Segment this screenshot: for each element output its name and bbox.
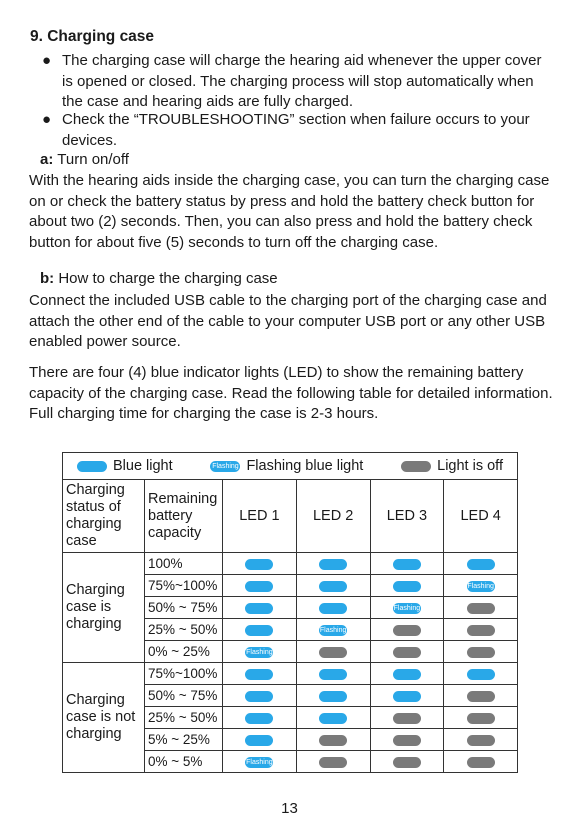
led-on-icon [245,713,273,724]
led-on-icon [245,603,273,614]
legend-row [63,453,518,480]
led-off-icon [393,625,421,636]
led-cell [444,751,518,773]
led-on-icon [245,625,273,636]
led-cell [444,641,518,663]
led-off-icon [319,757,347,768]
flashing-light-icon [210,461,240,472]
legend-off-label: Light is off [437,458,503,474]
led-cell [296,729,370,751]
capacity-cell: 25% ~ 50% [145,619,223,641]
capacity-cell: 100% [145,553,223,575]
led-cell [296,641,370,663]
led-flashing-icon [319,625,347,636]
led-on-icon [319,603,347,614]
led-on-icon [245,735,273,746]
led-on-icon [245,669,273,680]
capacity-cell: 75%~100% [145,575,223,597]
led-on-icon [319,691,347,702]
led-flashing-icon [467,581,495,592]
led-off-icon [467,713,495,724]
group-label: Charging case is not charging [63,663,145,773]
flashing-tag: Flashing [246,759,273,767]
led-cell [370,597,444,619]
led-cell [444,597,518,619]
light-off-icon [401,461,431,472]
subheading-title: Turn on/off [57,151,129,168]
led-cell [223,751,297,773]
led-on-icon [393,691,421,702]
led-off-icon [393,713,421,724]
led-on-icon [393,559,421,570]
led-cell [223,619,297,641]
led-cell [223,553,297,575]
bullet-item [42,110,552,151]
legend-blue [77,458,173,474]
led-on-icon [319,581,347,592]
led-on-icon [467,559,495,570]
subheading-letter: a: [40,151,54,168]
header-led-4: LED 4 [444,480,518,553]
led-off-icon [467,691,495,702]
led-status-table [62,452,518,773]
flashing-tag: Flashing [246,649,273,657]
bullet-icon: ● [42,111,52,128]
led-cell [223,597,297,619]
led-off-icon [319,735,347,746]
section-heading: 9. Charging case [30,28,155,45]
led-cell [296,619,370,641]
paragraph-led-info: There are four (4) blue indicator lights (LED) to show the remaining battery capacity of the charging case. Read the following table for detailed information. Full charging time for charging the case is 2-3 hours. [29,364,553,422]
table-header-row [63,480,518,553]
capacity-cell: 0% ~ 5% [145,751,223,773]
capacity-cell: 0% ~ 25% [145,641,223,663]
capacity-cell: 25% ~ 50% [145,707,223,729]
led-cell [296,663,370,685]
led-off-icon [467,625,495,636]
led-cell [370,707,444,729]
capacity-cell: 50% ~ 75% [145,685,223,707]
legend-off [401,458,503,474]
led-on-icon [319,669,347,680]
led-cell [223,707,297,729]
header-led-1: LED 1 [223,480,297,553]
subheading-letter: b: [40,270,55,287]
led-cell [223,729,297,751]
header-led-2: LED 2 [296,480,370,553]
led-flashing-icon [245,757,273,768]
led-off-icon [467,603,495,614]
bullet-item [42,51,552,113]
header-led-3: LED 3 [370,480,444,553]
legend-flashing-label: Flashing blue light [246,458,364,474]
led-on-icon [467,669,495,680]
led-cell [370,685,444,707]
flashing-tag: Flashing [319,627,347,635]
led-cell [370,663,444,685]
led-on-icon [393,581,421,592]
led-on-icon [245,691,273,702]
flashing-tag: Flashing [467,583,494,591]
led-cell [370,751,444,773]
group-label: Charging case is charging [63,553,145,663]
led-cell [223,663,297,685]
led-cell [296,597,370,619]
subheading-a [40,151,129,168]
led-cell [296,751,370,773]
led-on-icon [319,713,347,724]
flashing-tag: Flashing [212,462,239,470]
led-cell [296,553,370,575]
capacity-cell: 75%~100% [145,663,223,685]
paragraph-how-to-charge: Connect the included USB cable to the charging port of the charging case and attach the other end of the cable to your computer USB port or any other USB enabled power source. [29,292,547,350]
led-cell [223,685,297,707]
table-row [63,553,518,575]
bullet-text: Check the “TROUBLESHOOTING” section when failure occurs to your devices. [62,111,530,149]
subheading-b [40,270,278,287]
legend-flashing [210,458,363,474]
led-cell [370,729,444,751]
led-off-icon [393,647,421,658]
led-cell [223,575,297,597]
led-cell [223,641,297,663]
led-cell [444,729,518,751]
led-on-icon [245,581,273,592]
led-on-icon [393,669,421,680]
bullet-text: The charging case will charge the hearing aid whenever the upper cover is opened or closed. The charging process will stop automatically when the case and hearing aids are fully charged. [62,52,542,110]
flashing-tag: Flashing [393,605,421,613]
capacity-cell: 5% ~ 25% [145,729,223,751]
legend-blue-label: Blue light [113,458,173,474]
led-cell [444,685,518,707]
bullet-icon: ● [42,52,52,69]
led-cell [444,553,518,575]
header-charging-status: Charging status of charging case [63,480,145,553]
led-off-icon [393,757,421,768]
paragraph-turn-on-off: With the hearing aids inside the charging case, you can turn the charging case on or check the battery status by press and hold the battery check button for about two (2) seconds. Then, you can also press and hold the battery check button for about five (5) seconds to turn off the charging case. [29,172,550,251]
led-cell [444,707,518,729]
capacity-cell: 50% ~ 75% [145,597,223,619]
led-flashing-icon [245,647,273,658]
led-off-icon [319,647,347,658]
table-row [63,663,518,685]
led-cell [296,685,370,707]
led-off-icon [467,647,495,658]
blue-light-icon [77,461,107,472]
led-on-icon [245,559,273,570]
table-body [63,553,518,773]
led-cell [444,575,518,597]
led-cell [370,575,444,597]
led-on-icon [319,559,347,570]
led-cell [370,641,444,663]
led-cell [444,663,518,685]
led-cell [296,707,370,729]
subheading-title: How to charge the charging case [58,270,278,287]
page-number: 13 [281,800,298,817]
led-cell [370,619,444,641]
led-off-icon [467,757,495,768]
led-cell [296,575,370,597]
legend [63,458,517,474]
led-off-icon [467,735,495,746]
led-cell [444,619,518,641]
header-remaining-capacity: Remaining battery capacity [145,480,223,553]
led-off-icon [393,735,421,746]
led-flashing-icon [393,603,421,614]
led-cell [370,553,444,575]
